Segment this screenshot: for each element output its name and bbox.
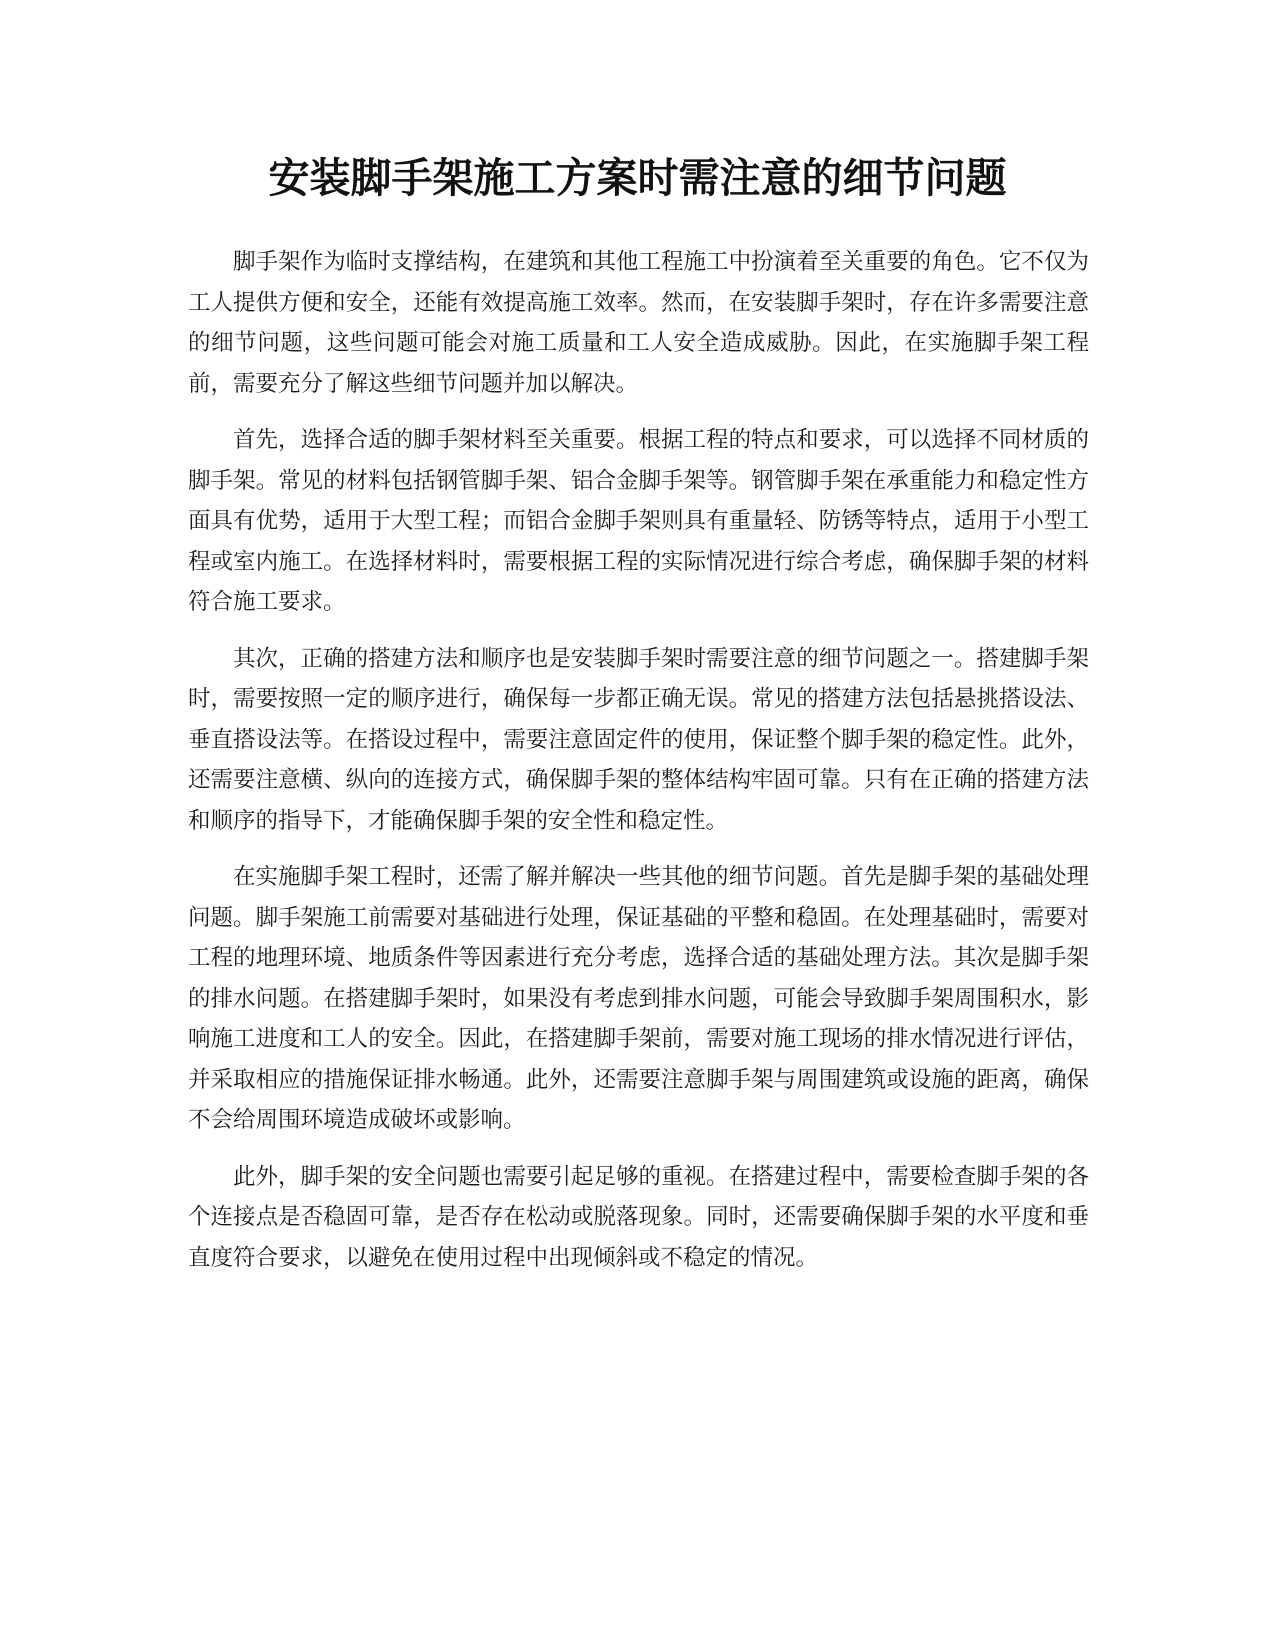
- paragraph-1: 脚手架作为临时支撑结构，在建筑和其他工程施工中扮演着至关重要的角色。它不仅为工人提供方便和安全，还能有效提高施工效率。然而，在安装脚手架时，存在许多需要注意的细节问题，这些问题可能会对施工质量和工人安全造成威胁。因此，在实施脚手架工程前，需要充分了解这些细节问题并加以解决。: [188, 249, 1089, 397]
- paragraph-4: 在实施脚手架工程时，还需了解并解决一些其他的细节问题。首先是脚手架的基础处理问题。脚手架施工前需要对基础进行处理，保证基础的平整和稳固。在处理基础时，需要对工程的地理环境、地质条件等因素进行充分考虑，选择合适的基础处理方法。其次是脚手架的排水问题。在搭建脚手架时，如果没有考虑到排水问题，可能会导致脚手架周围积水，影响施工进度和工人的安全。因此，在搭建脚手架前，需要对施工现场的排水情况进行评估，并采取相应的措施保证排水畅通。此外，还需要注意脚手架与周围建筑或设施的距离，确保不会给周围环境造成破坏或影响。: [188, 864, 1089, 1133]
- document-title: 安装脚手架施工方案时需注意的细节问题: [268, 154, 1007, 202]
- paragraph-5: 此外，脚手架的安全问题也需要引起足够的重视。在搭建过程中，需要检查脚手架的各个连接点是否稳固可靠，是否存在松动或脱落现象。同时，还需要确保脚手架的水平度和垂直度符合要求，以避免在使用过程中出现倾斜或不稳定的情况。: [188, 1163, 1089, 1271]
- paragraph-2: 首先，选择合适的脚手架材料至关重要。根据工程的特点和要求，可以选择不同材质的脚手架。常见的材料包括钢管脚手架、铝合金脚手架等。钢管脚手架在承重能力和稳定性方面具有优势，适用于大型工程；而铝合金脚手架则具有重量轻、防锈等特点，适用于小型工程或室内施工。在选择材料时，需要根据工程的实际情况进行综合考虑，确保脚手架的材料符合施工要求。: [188, 427, 1089, 615]
- document-body: [188, 242, 1089, 1294]
- paragraph-3: 其次，正确的搭建方法和顺序也是安装脚手架时需要注意的细节问题之一。搭建脚手架时，需要按照一定的顺序进行，确保每一步都正确无误。常见的搭建方法包括悬挑搭设法、垂直搭设法等。在搭设过程中，需要注意固定件的使用，保证整个脚手架的稳定性。此外，还需要注意横、纵向的连接方式，确保脚手架的整体结构牢固可靠。只有在正确的搭建方法和顺序的指导下，才能确保脚手架的安全性和稳定性。: [188, 645, 1089, 834]
